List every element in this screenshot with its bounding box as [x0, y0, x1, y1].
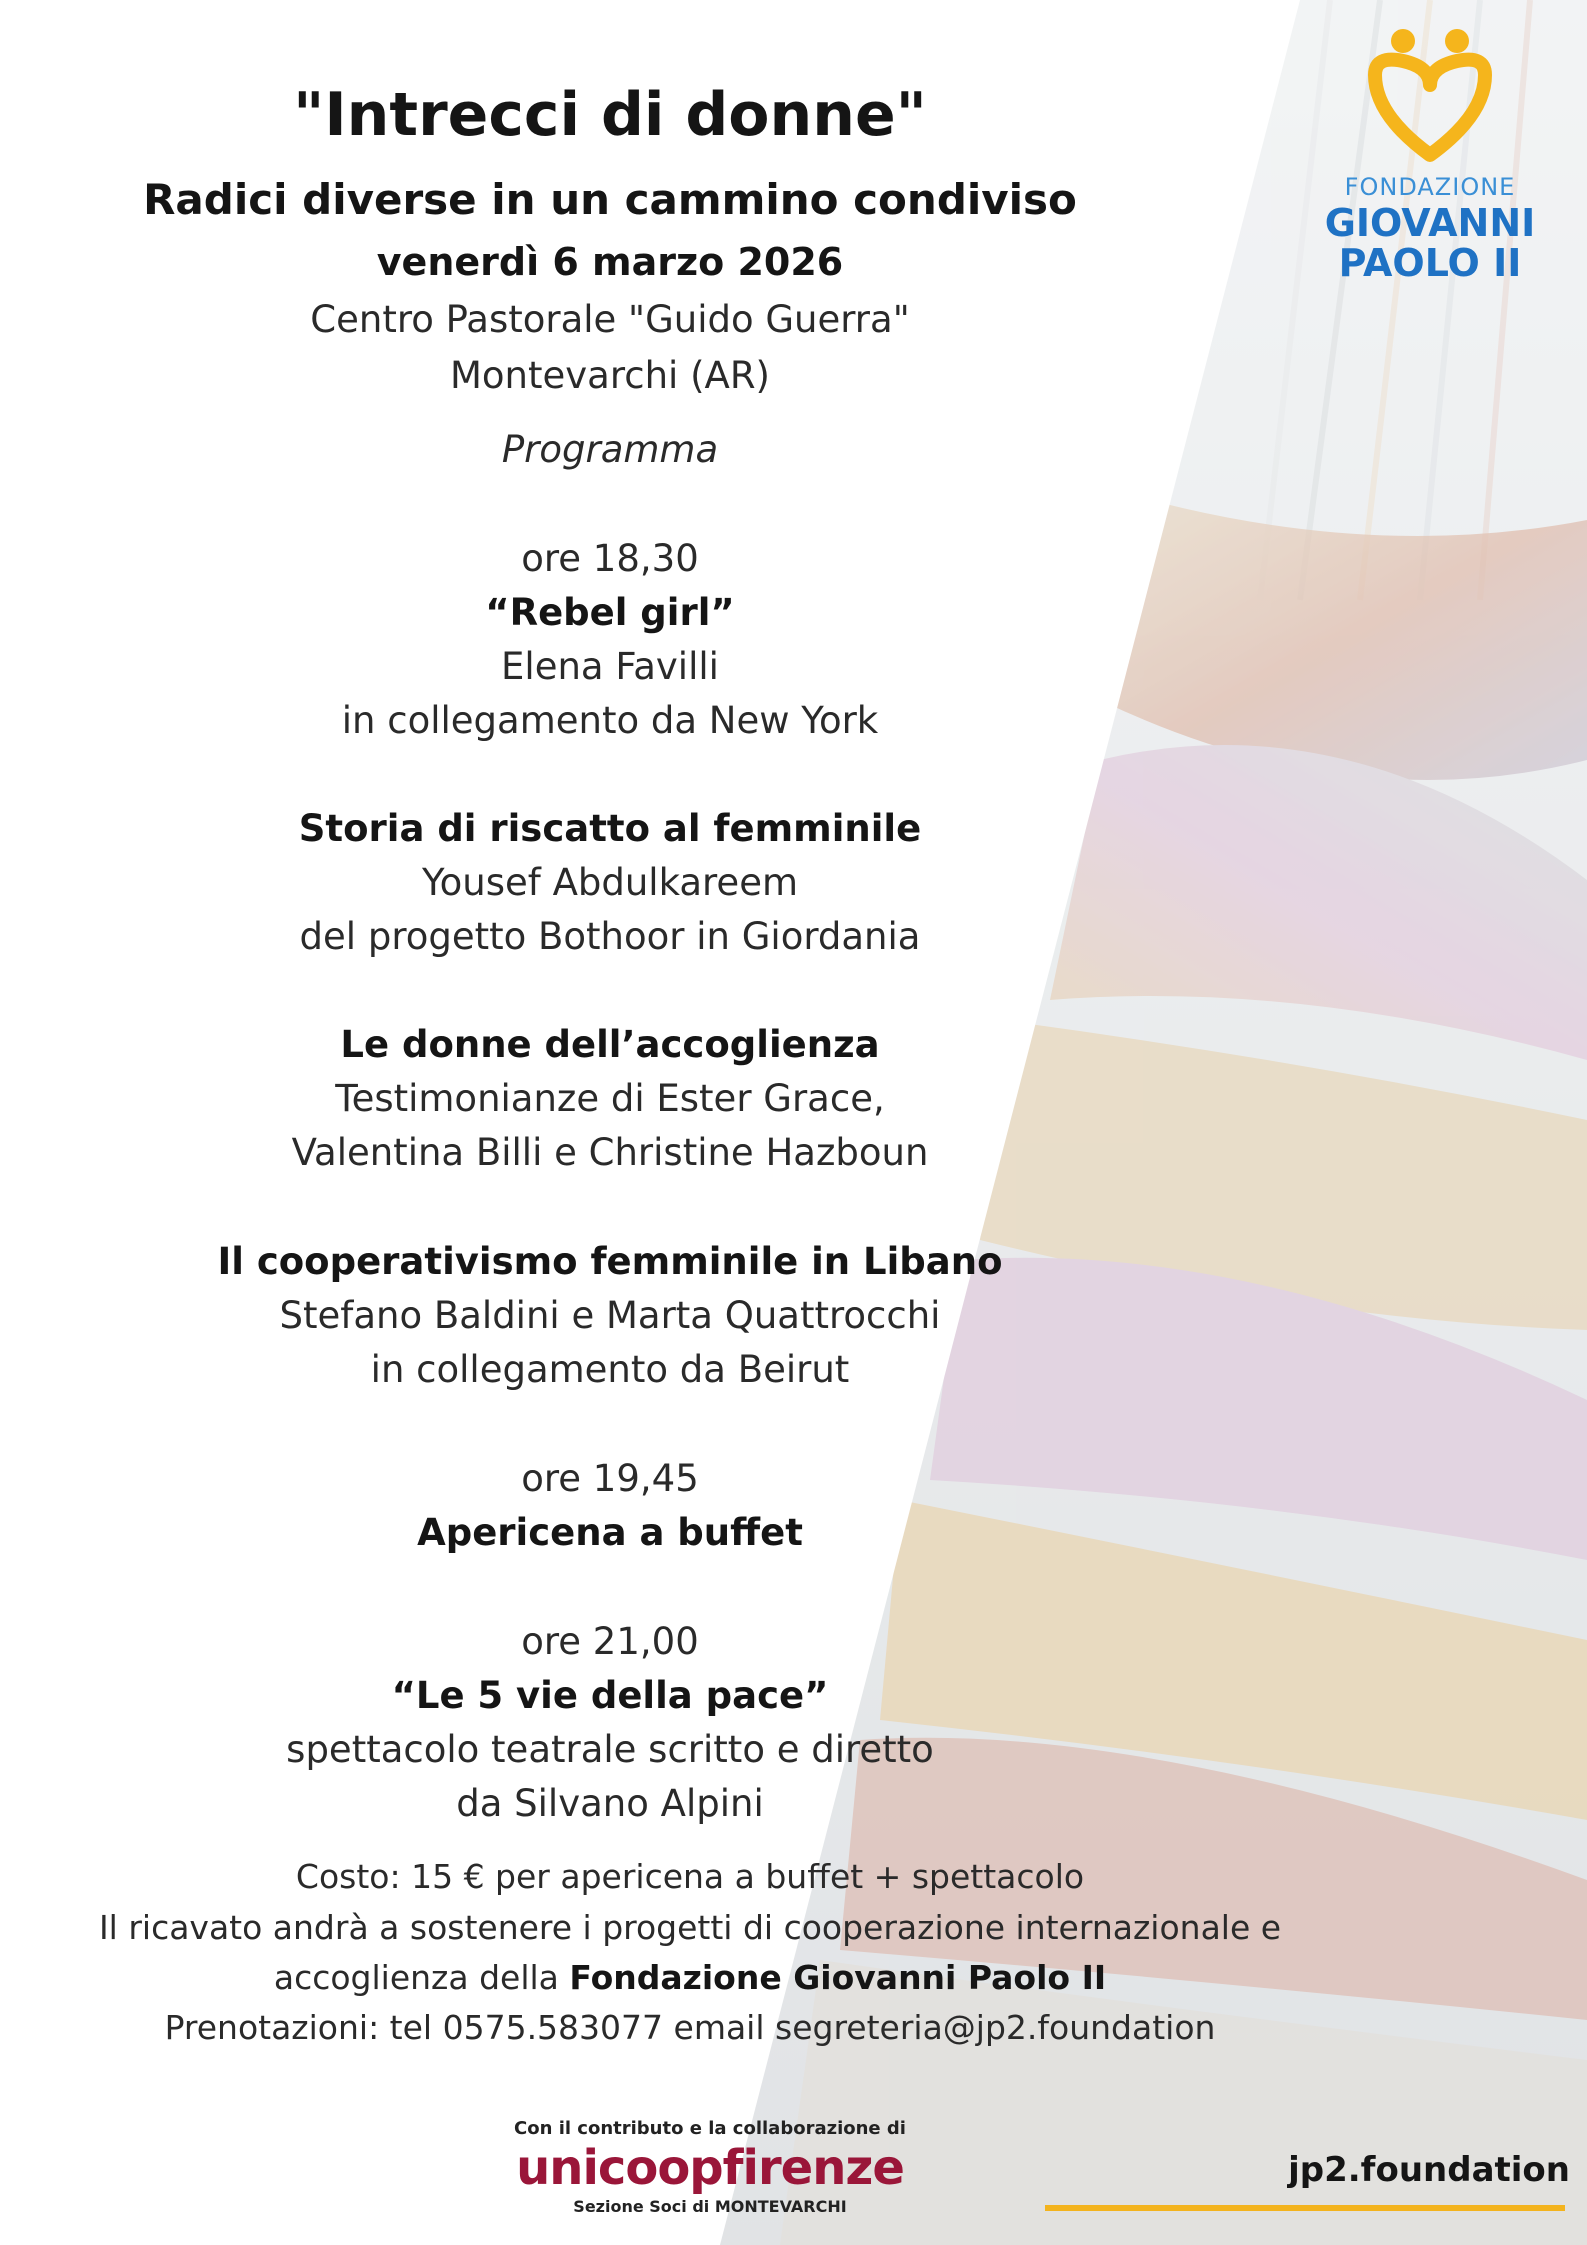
program-item-6-line-1: spettacolo teatrale scritto e diretto	[286, 1728, 934, 1771]
logo-text-paolo: PAOLO II	[1338, 241, 1522, 285]
logo-text-fondazione: FONDAZIONE	[1344, 173, 1516, 201]
program-item-6-title: “Le 5 vie della pace”	[391, 1674, 829, 1717]
event-subtitle: Radici diverse in un cammino condiviso	[143, 175, 1077, 224]
cost-info: Costo: 15 € per apericena a buffet + spettacolo	[295, 1857, 1085, 1896]
program-item-3-line-2: Valentina Billi e Christine Hazboun	[291, 1131, 929, 1174]
foundation-name: Fondazione Giovanni Paolo II	[569, 1958, 1107, 1997]
event-venue: Centro Pastorale "Guido Guerra"	[310, 298, 910, 341]
booking-info: Prenotazioni: tel 0575.583077 email segreteria@jp2.foundation	[164, 2008, 1216, 2047]
program-item-1-line-2: in collegamento da New York	[341, 699, 879, 742]
program-item-3-title: Le donne dell’accoglienza	[340, 1023, 880, 1066]
fondazione-logo	[1300, 25, 1560, 285]
program-item-2-line-1: Yousef Abdulkareem	[421, 861, 799, 904]
sponsor-block	[480, 2118, 940, 2216]
program-item-4-title: Il cooperativismo femminile in Libano	[217, 1240, 1003, 1283]
program-item-5-title: Apericena a buffet	[417, 1511, 803, 1554]
event-title: "Intrecci di donne"	[293, 80, 927, 150]
heart-people-icon	[1365, 25, 1495, 165]
sponsor-intro: Con il contributo e la collaborazione di	[514, 2118, 906, 2139]
program-item-3-line-1: Testimonianze di Ester Grace,	[335, 1077, 885, 1120]
program-item-4-line-1: Stefano Baldini e Marta Quattrocchi	[279, 1294, 941, 1337]
program-time-3: ore 21,00	[521, 1620, 699, 1663]
program-time-2: ore 19,45	[521, 1457, 699, 1500]
sponsor-logo-text: unicoopfirenze	[516, 2140, 904, 2196]
proceeds-info-line-1: Il ricavato andrà a sostenere i progetti di cooperazione internazionale e	[98, 1908, 1282, 1947]
program-item-4-line-2: in collegamento da Beirut	[370, 1348, 850, 1391]
program-item-2-line-2: del progetto Bothoor in Giordania	[299, 915, 921, 958]
proceeds-info-line-2	[0, 1958, 1380, 1997]
program-time-1: ore 18,30	[521, 537, 699, 580]
website-link[interactable]: jp2.foundation	[1288, 2150, 1570, 2190]
program-label: Programma	[501, 428, 719, 471]
logo-text-giovanni: GIOVANNI	[1324, 201, 1536, 245]
event-date: venerdì 6 marzo 2026	[376, 240, 844, 284]
program-item-6-line-2: da Silvano Alpini	[456, 1782, 764, 1825]
event-city: Montevarchi (AR)	[450, 354, 770, 397]
program-item-2-title: Storia di riscatto al femminile	[298, 807, 922, 850]
sponsor-section: Sezione Soci di MONTEVARCHI	[573, 2197, 847, 2216]
accent-line	[1045, 2205, 1565, 2211]
proceeds-info-text: accoglienza della	[273, 1958, 570, 1997]
program-item-1-line-1: Elena Favilli	[501, 645, 719, 688]
program-item-1-title: “Rebel girl”	[485, 591, 735, 634]
